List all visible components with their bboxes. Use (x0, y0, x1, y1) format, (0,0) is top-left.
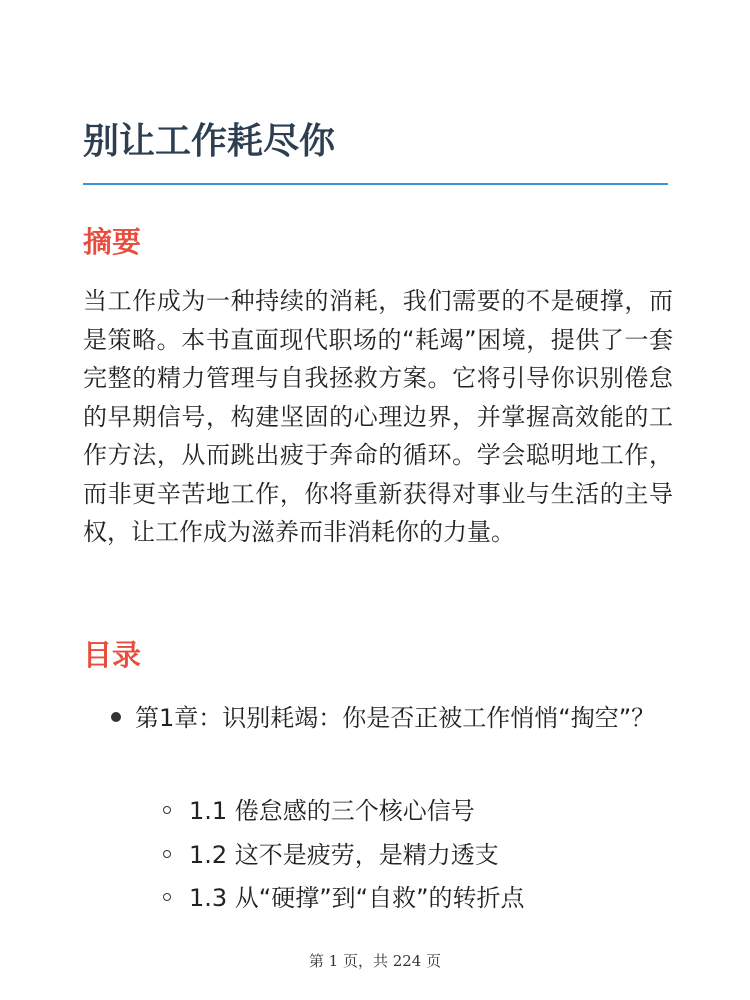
toc-section-label: 1.1 倦怠感的三个核心信号 (189, 797, 475, 825)
page-title: 别让工作耗尽你 (83, 121, 336, 162)
bullet-disc-icon (111, 712, 121, 722)
abstract-body: 当工作成为一种持续的消耗，我们需要的不是硬撑，而是策略。本书直面现代职场的“耗竭”困境，提供了一套完整的精力管理与自我拯救方案。它将引导你识别倦怠的早期信号，构建坚固的心理边界，并掌握高效能的工作方法，从而跳出疲于奔命的循环。学会聪明地工作，而非更辛苦地工作，你将重新获得对事业与生活的主导权，让工作成为滋养而非消耗你的力量。 (83, 287, 673, 546)
page-footer: 第 1 页，共 224 页 (308, 952, 442, 970)
bullet-circle-icon (163, 850, 171, 858)
toc-section-label: 1.3 从“硬撑”到“自救”的转折点 (189, 884, 525, 912)
toc-heading: 目录 (83, 638, 142, 672)
title-divider (83, 183, 668, 185)
toc-section-label: 1.2 这不是疲劳，是精力透支 (189, 841, 499, 869)
bullet-circle-icon (163, 806, 171, 814)
abstract-heading: 摘要 (83, 225, 142, 259)
bullet-circle-icon (163, 893, 171, 901)
toc-chapter-1[interactable]: 第1章：识别耗竭：你是否正被工作悄悄“掏空”？ (135, 704, 656, 732)
